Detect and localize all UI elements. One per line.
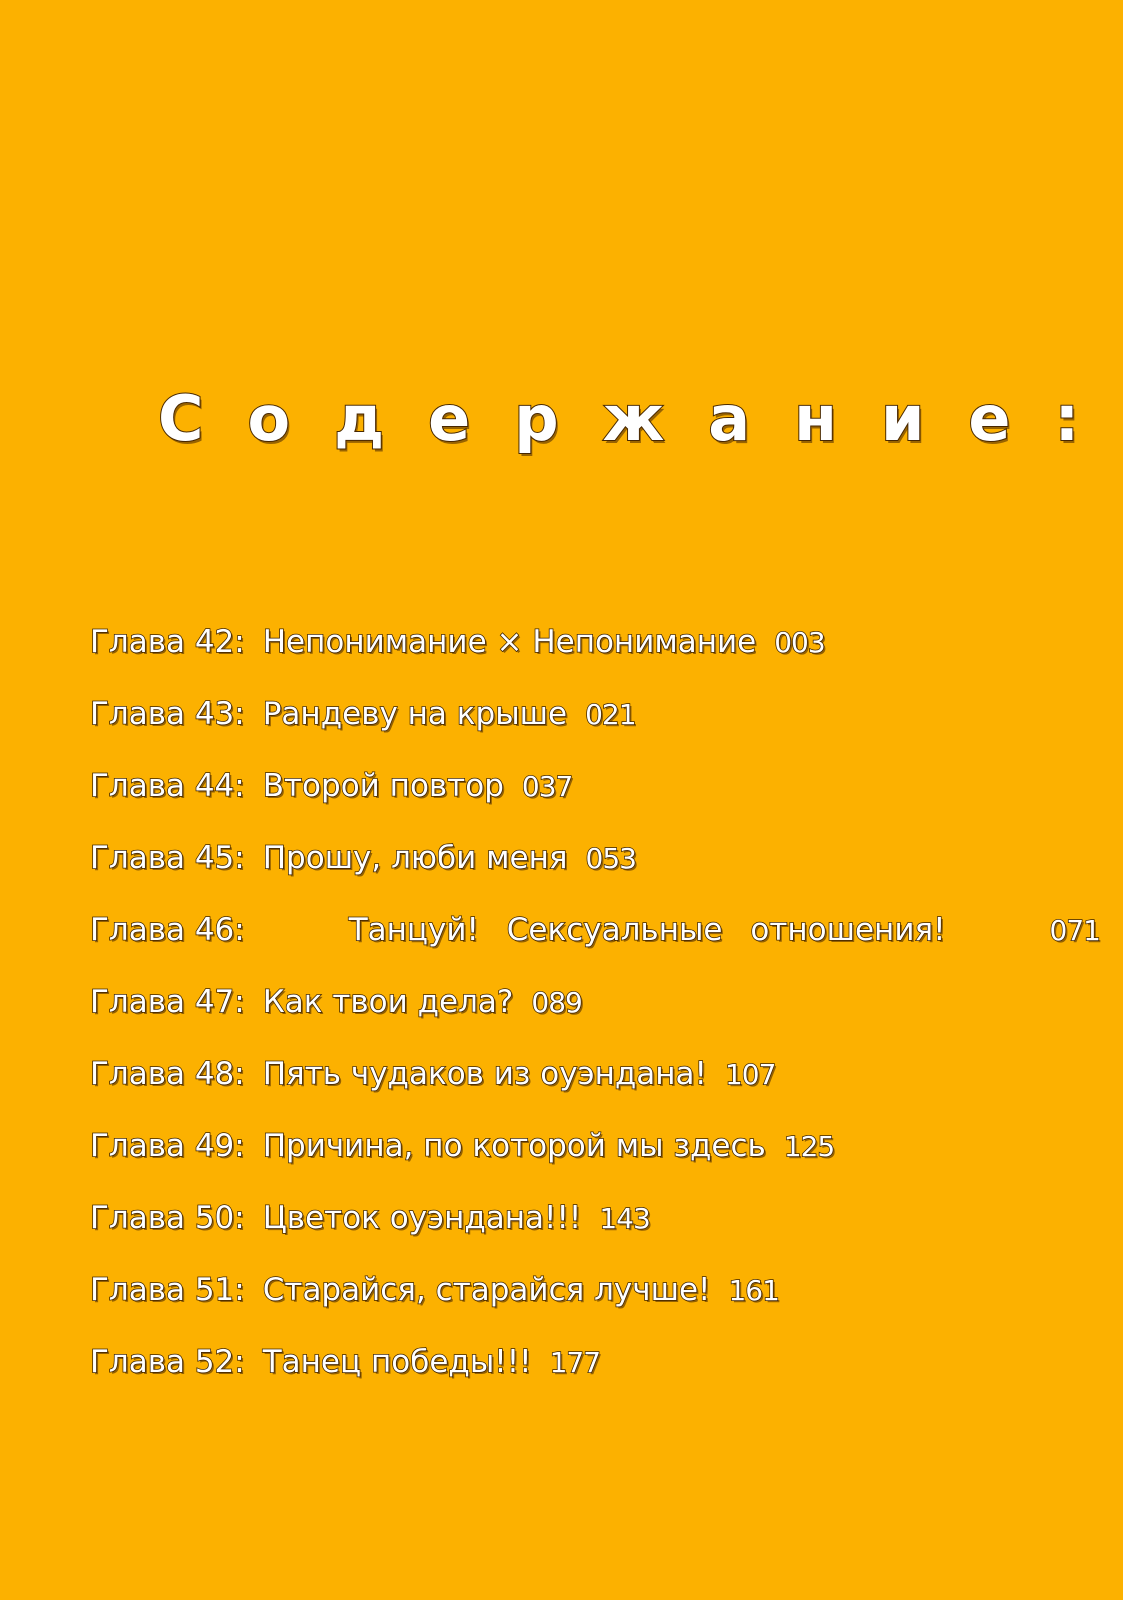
toc-item-chapter-52[interactable] — [90, 1326, 1110, 1398]
toc-item-chapter-48[interactable] — [90, 1038, 1110, 1110]
chapter-label: Глава 50: — [90, 1200, 245, 1236]
chapter-label: Глава 45: — [90, 840, 245, 876]
chapter-label: Глава 51: — [90, 1272, 245, 1308]
chapter-title: Танцуй! Сексуальные отношения! — [348, 912, 946, 948]
chapter-label: Глава 48: — [90, 1056, 245, 1092]
chapter-label: Глава 46: — [90, 912, 245, 948]
chapter-title: Цветок оуэндана!!! — [262, 1200, 582, 1236]
chapter-page-number: 021 — [585, 697, 636, 731]
toc-item-chapter-51[interactable] — [90, 1254, 1110, 1326]
toc-item-chapter-42[interactable] — [90, 606, 1110, 678]
chapter-page-number: 177 — [549, 1345, 601, 1379]
toc-item-chapter-46[interactable] — [90, 894, 1100, 966]
chapter-page-number: 107 — [724, 1057, 776, 1091]
chapter-label: Глава 44: — [90, 768, 245, 804]
chapter-title: Второй повтор — [262, 768, 504, 804]
chapter-label: Глава 52: — [90, 1344, 245, 1380]
chapter-page-number: 003 — [774, 625, 825, 659]
chapter-title: Пять чудаков из оуэндана! — [262, 1056, 707, 1092]
chapter-page-number: 071 — [1049, 913, 1100, 947]
chapter-label: Глава 42: — [90, 624, 245, 660]
chapter-page-number: 037 — [521, 769, 573, 803]
chapter-label: Глава 47: — [90, 984, 245, 1020]
chapter-page-number: 125 — [783, 1129, 835, 1163]
chapter-title: Прошу, люби меня — [262, 840, 568, 876]
chapter-page-number: 143 — [599, 1201, 650, 1235]
chapter-title: Рандеву на крыше — [262, 696, 568, 732]
toc-item-chapter-47[interactable] — [90, 966, 1110, 1038]
chapter-title: Старайся, старайся лучше! — [262, 1272, 711, 1308]
toc-list — [90, 606, 1110, 1398]
chapter-title: Танец победы!!! — [262, 1344, 532, 1380]
chapter-page-number: 161 — [728, 1273, 779, 1307]
chapter-title: Причина, по которой мы здесь — [262, 1128, 766, 1164]
chapter-page-number: 053 — [585, 841, 636, 875]
toc-item-chapter-50[interactable] — [90, 1182, 1110, 1254]
toc-item-chapter-45[interactable] — [90, 822, 1110, 894]
toc-item-chapter-49[interactable] — [90, 1110, 1110, 1182]
toc-title: Содержание: — [158, 382, 1123, 455]
toc-item-chapter-43[interactable] — [90, 678, 1110, 750]
chapter-label: Глава 43: — [90, 696, 245, 732]
chapter-title: Как твои дела? — [262, 984, 514, 1020]
toc-item-chapter-44[interactable] — [90, 750, 1110, 822]
chapter-page-number: 089 — [531, 985, 582, 1019]
chapter-label: Глава 49: — [90, 1128, 245, 1164]
chapter-title: Непонимание × Непонимание — [262, 624, 757, 660]
